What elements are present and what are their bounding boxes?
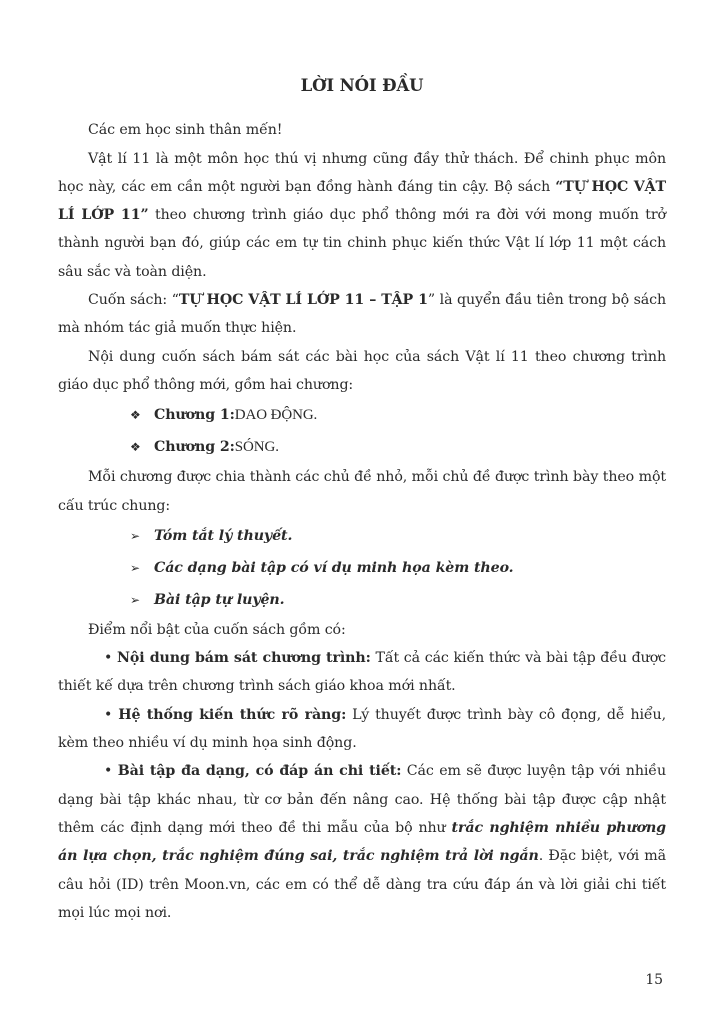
greeting: Các em học sinh thân mến!: [88, 122, 283, 139]
arrow-bullet-icon: ➢: [130, 528, 140, 543]
highlight-label: Hệ thống kiến thức rõ ràng:: [118, 706, 347, 723]
paragraph-book: [58, 286, 666, 343]
highlight-item: [58, 701, 666, 758]
structure-text: Các dạng bài tập có ví dụ minh họa kèm theo.: [154, 559, 514, 576]
bullet-dot-icon: •: [104, 706, 119, 723]
arrow-bullet-icon: ➢: [130, 592, 140, 607]
book-text-a: Cuốn sách: “: [88, 292, 179, 309]
book-series-title: “TỰ HỌC VẬT LÍ LỚP 11”: [58, 178, 667, 224]
list-item: [130, 520, 666, 552]
intro-text-a: Vật lí 11 là một môn học thú vị nhưng cũng đầy thử thách. Để chinh phục môn học này, các em cần một người bạn đồng hành đáng tin cậy. Bộ sách: [58, 150, 666, 195]
structure-text: Bài tập tự luyện.: [154, 591, 285, 608]
diamond-bullet-icon: ❖: [130, 408, 141, 423]
diamond-bullet-icon: ❖: [130, 440, 141, 455]
highlight-label: Nội dung bám sát chương trình:: [117, 650, 371, 667]
bullet-dot-icon: •: [104, 763, 118, 780]
arrow-bullet-icon: ➢: [130, 560, 140, 575]
chapter-text: DAO ĐỘNG.: [234, 407, 318, 424]
highlight-text-c: . Đặc biệt, với mã câu hỏi (ID) trên Moon.vn, các em có thể dễ dàng tra cứu đáp án và lời giải chi tiết mọi lúc mọi nơi.: [58, 848, 666, 921]
intro-text-c: theo chương trình giáo dục phổ thông mới ra đời với mong muốn trở thành người bạn đó, giúp các em tự tin chinh phục kiến thức Vật lí lớp 11 một cách sâu sắc và toàn diện.: [58, 207, 666, 280]
question-types: trắc nghiệm nhiều phương án lựa chọn, trắc nghiệm đúng sai, trắc nghiệm trả lời ngắn: [58, 819, 666, 865]
page-title: LỜI NÓI ĐẦU: [300, 76, 424, 95]
paragraph-content: Nội dung cuốn sách bám sát các bài học của sách Vật lí 11 theo chương trình giáo dục phổ thông mới, gồm hai chương:: [58, 348, 666, 393]
book-text-c: ” là quyển đầu tiên trong bộ sách mà nhóm tác giả muốn thực hiện.: [58, 292, 666, 337]
paragraph-structure: Mỗi chương được chia thành các chủ đề nhỏ, mỗi chủ đề được trình bày theo một cấu trúc chung:: [58, 469, 666, 514]
list-item: [130, 584, 666, 616]
page-number: 15: [645, 972, 663, 988]
bullet-dot-icon: •: [104, 650, 118, 667]
paragraph-intro: [58, 145, 666, 286]
paragraph-highlights: Điểm nổi bật của cuốn sách gồm có:: [88, 621, 346, 638]
highlight-text-a: Các em sẽ được luyện tập với nhiều dạng bài tập khác nhau, từ cơ bản đến nâng cao. Hệ thống bài tập được cập nhật thêm các định dạng mới theo đề thi mẫu của bộ như: [58, 763, 666, 836]
highlight-item: [58, 757, 666, 927]
book-title: TỰ HỌC VẬT LÍ LỚP 11 – TẬP 1: [178, 292, 428, 309]
highlight-text: Tất cả các kiến thức và bài tập đều được thiết kế dựa trên chương trình sách giáo khoa mới nhất.: [58, 650, 666, 695]
list-item: [130, 399, 666, 431]
chapter-text: SÓNG.: [234, 439, 279, 456]
list-item: [130, 431, 666, 463]
highlight-label: Bài tập đa dạng, có đáp án chi tiết:: [117, 763, 402, 780]
structure-list: [130, 520, 666, 616]
list-item: [130, 552, 666, 584]
structure-text: Tóm tắt lý thuyết.: [154, 527, 293, 544]
chapter-label: Chương 1:: [154, 407, 235, 424]
highlight-text: Lý thuyết được trình bày cô đọng, dễ hiểu, kèm theo nhiều ví dụ minh họa sinh động.: [58, 706, 667, 752]
chapter-list: [130, 399, 666, 463]
chapter-label: Chương 2:: [154, 439, 235, 456]
highlight-item: [58, 644, 666, 701]
